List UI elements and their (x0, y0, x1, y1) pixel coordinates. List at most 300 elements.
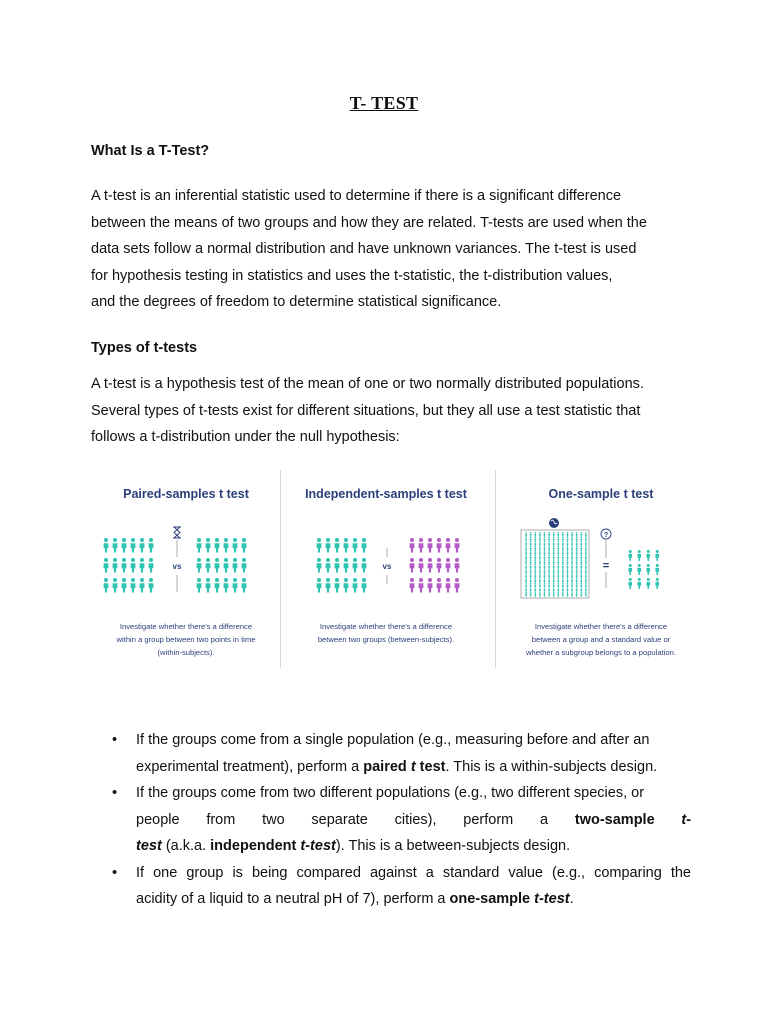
person-icon (571, 573, 573, 578)
person-icon (567, 564, 569, 569)
person-icon (544, 546, 546, 551)
person-icon (530, 564, 532, 569)
person-icon (317, 558, 322, 573)
person-icon (576, 560, 578, 565)
one-sample-graphic (506, 510, 696, 615)
person-icon (567, 532, 569, 537)
person-icon (455, 558, 460, 573)
panel-caption (91, 620, 281, 659)
population-people (525, 532, 587, 597)
person-icon (428, 578, 433, 593)
person-icon (539, 541, 541, 546)
person-icon (562, 587, 564, 592)
person-icon (335, 558, 340, 573)
person-icon (113, 558, 118, 573)
person-icon (580, 564, 582, 569)
list-item (91, 780, 691, 860)
person-icon (580, 555, 582, 560)
person-icon (419, 578, 424, 593)
person-icon (525, 564, 527, 569)
bullet-line: test (a.k.a. independent t-test). This is a between-subjects design. (136, 838, 571, 854)
person-icon (548, 573, 550, 578)
person-icon (567, 546, 569, 551)
svg-text:?: ? (603, 532, 609, 539)
paragraph-line: and the degrees of freedom to determine statistical significance. (91, 294, 502, 310)
person-icon (149, 578, 154, 593)
person-icon (353, 538, 358, 553)
person-icon (553, 546, 555, 551)
person-icon (580, 560, 582, 565)
group-before-people (104, 538, 154, 593)
person-icon (562, 560, 564, 565)
person-icon (557, 578, 559, 583)
person-icon (557, 583, 559, 588)
person-icon (140, 558, 145, 573)
person-icon (548, 569, 550, 574)
person-icon (548, 555, 550, 560)
paragraph-line: between the means of two groups and how they are related. T-tests are used when the (91, 214, 647, 231)
person-icon (544, 532, 546, 537)
person-icon (585, 541, 587, 546)
person-icon (455, 578, 460, 593)
person-icon (553, 583, 555, 588)
person-icon (553, 532, 555, 537)
person-icon (544, 583, 546, 588)
bullet-icon: • (112, 785, 118, 801)
person-icon (544, 564, 546, 569)
person-icon (206, 538, 211, 553)
person-icon (557, 564, 559, 569)
person-icon (544, 573, 546, 578)
person-icon (548, 578, 550, 583)
person-icon (335, 578, 340, 593)
person-icon (242, 538, 247, 553)
person-icon (585, 555, 587, 560)
person-icon (548, 583, 550, 588)
person-icon (113, 538, 118, 553)
person-icon (437, 538, 442, 553)
person-icon (362, 578, 367, 593)
person-icon (580, 587, 582, 592)
person-icon (585, 578, 587, 583)
person-icon (571, 578, 573, 583)
person-icon (215, 558, 220, 573)
page-title: T- TEST (349, 93, 419, 113)
ttest-types-figure (91, 470, 691, 670)
person-icon (446, 538, 451, 553)
person-icon (576, 587, 578, 592)
person-icon (233, 558, 238, 573)
person-icon (197, 538, 202, 553)
vs-label: vs (382, 562, 392, 571)
person-icon (557, 573, 559, 578)
paragraph-line: follows a t-distribution under the null hypothesis: (91, 429, 400, 445)
paired-samples-graphic (91, 510, 281, 615)
person-icon (557, 592, 559, 597)
person-icon (585, 550, 587, 555)
bullet-line: acidity of a liquid to a neutral pH of 7), perform a one-sample t-test. (136, 891, 574, 907)
person-icon (362, 558, 367, 573)
person-icon (580, 532, 582, 537)
person-icon (553, 555, 555, 560)
equals-label: = (602, 560, 610, 572)
section-paragraph-what-is (91, 183, 691, 316)
person-icon (585, 592, 587, 597)
person-icon (530, 546, 532, 551)
person-icon (437, 578, 442, 593)
person-icon (326, 538, 331, 553)
person-icon (580, 583, 582, 588)
person-icon (544, 555, 546, 560)
person-icon (646, 550, 650, 561)
paragraph-line: data sets follow a normal distribution and have unknown variances. The t-test is used (91, 241, 637, 257)
person-icon (525, 555, 527, 560)
person-icon (525, 573, 527, 578)
person-icon (539, 578, 541, 583)
person-icon (585, 537, 587, 542)
person-icon (206, 578, 211, 593)
person-icon (197, 558, 202, 573)
bullet-icon: • (112, 864, 118, 881)
person-icon (571, 587, 573, 592)
person-icon (567, 573, 569, 578)
person-icon (548, 592, 550, 597)
person-icon (437, 558, 442, 573)
person-icon (576, 573, 578, 578)
person-icon (131, 578, 136, 593)
person-icon (637, 564, 641, 575)
person-icon (562, 583, 564, 588)
paragraph-line: A t-test is an inferential statistic used to determine if there is a significant difference (91, 188, 622, 204)
paragraph-line: A t-test is a hypothesis test of the mean of one or two normally distributed populations. (91, 376, 644, 392)
person-icon (534, 550, 536, 555)
person-icon (567, 541, 569, 546)
person-icon (548, 532, 550, 537)
independent-samples-graphic (291, 510, 481, 615)
person-icon (539, 560, 541, 565)
person-icon (539, 550, 541, 555)
person-icon (646, 564, 650, 575)
paragraph-line: Several types of t-tests exist for different situations, but they all use a test statistic that (91, 402, 641, 419)
person-icon (580, 550, 582, 555)
person-icon (539, 583, 541, 588)
bullet-line: If the groups come from a single population (e.g., measuring before and after an (136, 732, 650, 748)
person-icon (637, 578, 641, 589)
person-icon (580, 578, 582, 583)
panel-title: One-sample t test (548, 487, 654, 501)
person-icon (576, 564, 578, 569)
person-icon (548, 550, 550, 555)
person-icon (344, 558, 349, 573)
person-icon (562, 537, 564, 542)
bullet-icon: • (112, 732, 118, 748)
person-icon (233, 538, 238, 553)
person-icon (576, 541, 578, 546)
person-icon (530, 592, 532, 597)
person-icon (585, 583, 587, 588)
person-icon (428, 558, 433, 573)
person-icon (548, 564, 550, 569)
person-icon (548, 541, 550, 546)
person-icon (525, 583, 527, 588)
person-icon (576, 537, 578, 542)
person-icon (242, 558, 247, 573)
person-icon (206, 558, 211, 573)
panel-caption (291, 620, 481, 646)
person-icon (567, 578, 569, 583)
figure-divider (495, 470, 496, 668)
person-icon (576, 583, 578, 588)
person-icon (567, 587, 569, 592)
person-icon (562, 578, 564, 583)
person-icon (557, 569, 559, 574)
person-icon (585, 564, 587, 569)
person-icon (534, 541, 536, 546)
person-icon (525, 532, 527, 537)
paragraph-line: for hypothesis testing in statistics and uses the t-statistic, the t-distribution values, (91, 267, 613, 284)
person-icon (544, 569, 546, 574)
person-icon (544, 578, 546, 583)
person-icon (571, 532, 573, 537)
caption-line: Investigate whether there's a difference (119, 622, 253, 631)
person-icon (525, 550, 527, 555)
person-icon (122, 558, 127, 573)
figure-divider (280, 470, 281, 668)
person-icon (553, 587, 555, 592)
person-icon (140, 578, 145, 593)
person-icon (562, 569, 564, 574)
bullet-line: people from two separate cities), perform a two-sample t- (136, 811, 692, 828)
person-icon (567, 592, 569, 597)
list-item (91, 860, 691, 913)
person-icon (562, 541, 564, 546)
person-icon (548, 587, 550, 592)
person-icon (104, 538, 109, 553)
person-icon (131, 558, 136, 573)
person-icon (553, 573, 555, 578)
person-icon (576, 555, 578, 560)
person-icon (585, 546, 587, 551)
caption-line: Investigate whether there's a difference (319, 622, 453, 631)
person-icon (557, 546, 559, 551)
person-icon (530, 550, 532, 555)
person-icon (553, 537, 555, 542)
person-icon (562, 532, 564, 537)
group-b-people (410, 538, 460, 593)
caption-line: (within-subjects). (157, 648, 215, 657)
ttest-bullet-list (91, 727, 691, 913)
person-icon (455, 538, 460, 553)
person-icon (525, 546, 527, 551)
person-icon (215, 538, 220, 553)
caption-line: between a group and a standard value or (531, 635, 671, 644)
person-icon (353, 558, 358, 573)
person-icon (525, 541, 527, 546)
person-icon (553, 578, 555, 583)
person-icon (557, 541, 559, 546)
person-icon (539, 546, 541, 551)
person-icon (557, 532, 559, 537)
person-icon (544, 550, 546, 555)
person-icon (224, 558, 229, 573)
vs-label: vs (172, 562, 182, 571)
person-icon (628, 550, 632, 561)
person-icon (567, 555, 569, 560)
person-icon (571, 592, 573, 597)
person-icon (539, 537, 541, 542)
person-icon (571, 537, 573, 542)
person-icon (530, 555, 532, 560)
list-item (91, 727, 691, 780)
person-icon (317, 578, 322, 593)
person-icon (571, 546, 573, 551)
person-icon (353, 578, 358, 593)
person-icon (419, 558, 424, 573)
person-icon (557, 550, 559, 555)
person-icon (525, 560, 527, 565)
person-icon (567, 537, 569, 542)
person-icon (530, 560, 532, 565)
person-icon (580, 546, 582, 551)
bullet-line: If one group is being compared against a standard value (e.g., comparing the (136, 864, 691, 881)
paired-samples-panel (91, 470, 281, 670)
person-icon (140, 538, 145, 553)
person-icon (122, 538, 127, 553)
person-icon (585, 587, 587, 592)
person-icon (553, 592, 555, 597)
person-icon (530, 537, 532, 542)
person-icon (580, 541, 582, 546)
bullet-line: experimental treatment), perform a paired t test. This is a within-subjects design. (136, 758, 658, 775)
person-icon (553, 564, 555, 569)
person-icon (530, 578, 532, 583)
person-icon (562, 550, 564, 555)
person-icon (571, 541, 573, 546)
subgroup-people (628, 550, 659, 589)
panel-caption (506, 620, 696, 659)
person-icon (562, 573, 564, 578)
person-icon (534, 569, 536, 574)
person-icon (557, 587, 559, 592)
person-icon (122, 578, 127, 593)
person-icon (562, 555, 564, 560)
person-icon (233, 578, 238, 593)
person-icon (557, 555, 559, 560)
person-icon (131, 538, 136, 553)
person-icon (585, 569, 587, 574)
person-icon (530, 569, 532, 574)
section-paragraph-types (91, 371, 691, 451)
person-icon (553, 550, 555, 555)
person-icon (215, 578, 220, 593)
person-icon (326, 558, 331, 573)
person-icon (534, 578, 536, 583)
person-icon (525, 578, 527, 583)
person-icon (562, 592, 564, 597)
person-icon (317, 538, 322, 553)
caption-line: between two groups (between-subjects). (317, 635, 455, 644)
group-a-people (317, 538, 367, 593)
person-icon (580, 573, 582, 578)
person-icon (410, 578, 415, 593)
person-icon (585, 573, 587, 578)
globe-icon (549, 518, 559, 528)
person-icon (655, 578, 659, 589)
panel-title: Paired-samples t test (123, 487, 249, 501)
person-icon (557, 537, 559, 542)
person-icon (557, 560, 559, 565)
person-icon (567, 550, 569, 555)
person-icon (530, 587, 532, 592)
person-icon (576, 532, 578, 537)
person-icon (224, 538, 229, 553)
person-icon (539, 569, 541, 574)
person-icon (655, 564, 659, 575)
person-icon (628, 578, 632, 589)
section-heading-types: Types of t-tests (91, 340, 198, 356)
person-icon (628, 564, 632, 575)
person-icon (525, 587, 527, 592)
person-icon (534, 587, 536, 592)
bullet-line: If the groups come from two different populations (e.g., two different species, or (136, 785, 645, 801)
person-icon (571, 564, 573, 569)
person-icon (530, 532, 532, 537)
one-sample-panel (506, 470, 696, 670)
person-icon (525, 592, 527, 597)
question-icon (601, 529, 611, 539)
person-icon (525, 569, 527, 574)
panel-title: Independent-samples t test (305, 487, 467, 501)
person-icon (539, 532, 541, 537)
section-heading-what-is: What Is a T-Test? (91, 143, 210, 159)
person-icon (149, 558, 154, 573)
person-icon (562, 546, 564, 551)
person-icon (571, 555, 573, 560)
person-icon (539, 564, 541, 569)
person-icon (553, 569, 555, 574)
person-icon (534, 573, 536, 578)
person-icon (534, 555, 536, 560)
person-icon (530, 541, 532, 546)
person-icon (637, 550, 641, 561)
person-icon (553, 541, 555, 546)
person-icon (567, 583, 569, 588)
person-icon (104, 578, 109, 593)
hourglass-icon (173, 527, 181, 538)
person-icon (335, 538, 340, 553)
person-icon (242, 578, 247, 593)
person-icon (585, 560, 587, 565)
person-icon (530, 583, 532, 588)
caption-line: whether a subgroup belongs to a population. (526, 648, 676, 657)
person-icon (362, 538, 367, 553)
person-icon (534, 583, 536, 588)
person-icon (580, 569, 582, 574)
person-icon (548, 546, 550, 551)
person-icon (539, 592, 541, 597)
person-icon (544, 592, 546, 597)
person-icon (113, 578, 118, 593)
person-icon (539, 573, 541, 578)
person-icon (428, 538, 433, 553)
person-icon (576, 592, 578, 597)
person-icon (544, 541, 546, 546)
person-icon (576, 546, 578, 551)
person-icon (344, 578, 349, 593)
person-icon (344, 538, 349, 553)
caption-line: within a group between two points in time (116, 635, 256, 644)
person-icon (534, 564, 536, 569)
